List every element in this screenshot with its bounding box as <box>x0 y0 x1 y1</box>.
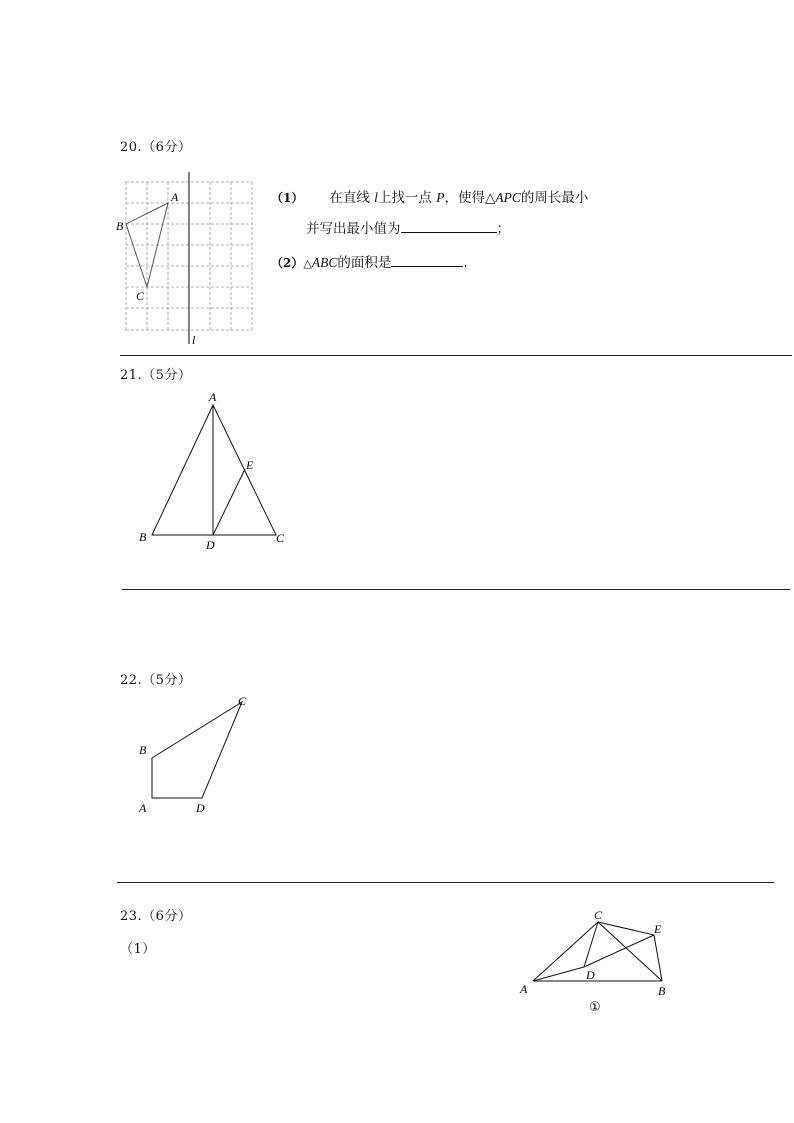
figure-caption: ① <box>589 1000 601 1015</box>
label-c: C <box>276 531 285 545</box>
q20-heading: 20.（6分） <box>120 140 192 155</box>
quadrilateral-abcd <box>152 702 242 798</box>
part1-label: （1） <box>271 191 304 205</box>
q20-part1-line1: （1） 在直线 l上找一点 P，使得△APC的周长最小 <box>271 190 589 206</box>
label-d: D <box>586 968 595 982</box>
q21-heading: 21.（5分） <box>120 368 192 383</box>
label-d: D <box>196 801 205 815</box>
segment-de <box>584 935 654 967</box>
label-a: A <box>520 982 528 996</box>
q20-part2: （2）△ABC的面积是 . <box>271 255 468 271</box>
label-a: A <box>171 190 179 204</box>
label-b: B <box>139 743 147 757</box>
label-e: E <box>654 922 662 936</box>
divider-2 <box>122 589 790 590</box>
label-a: A <box>209 390 217 404</box>
label-c: C <box>136 289 145 303</box>
label-b: B <box>116 219 124 233</box>
label-c: C <box>238 694 247 708</box>
segment-cb <box>598 922 662 981</box>
q21-figure <box>130 385 300 555</box>
segment-ce <box>598 922 654 935</box>
divider-3 <box>117 882 774 883</box>
triangle-abc <box>152 405 276 535</box>
q22-heading: 22.（5分） <box>120 673 192 688</box>
label-e: E <box>246 458 254 472</box>
answer-blank-1[interactable] <box>401 220 497 233</box>
label-a: A <box>139 801 147 815</box>
answer-blank-2[interactable] <box>391 254 463 267</box>
label-b: B <box>658 984 666 998</box>
q23-heading: 23.（6分） <box>120 909 192 924</box>
segment-de <box>213 469 245 535</box>
divider-1 <box>120 355 792 356</box>
q20-grid-figure <box>118 172 263 352</box>
q20-part1-line2: 并写出最小值为 ； <box>306 221 510 237</box>
q23-part1-label: （1） <box>120 942 156 957</box>
label-d: D <box>206 538 215 552</box>
q23-figure <box>512 905 682 1015</box>
label-l: l <box>192 333 196 347</box>
label-c: C <box>594 908 603 922</box>
label-b: B <box>139 530 147 544</box>
q22-figure <box>130 690 270 820</box>
